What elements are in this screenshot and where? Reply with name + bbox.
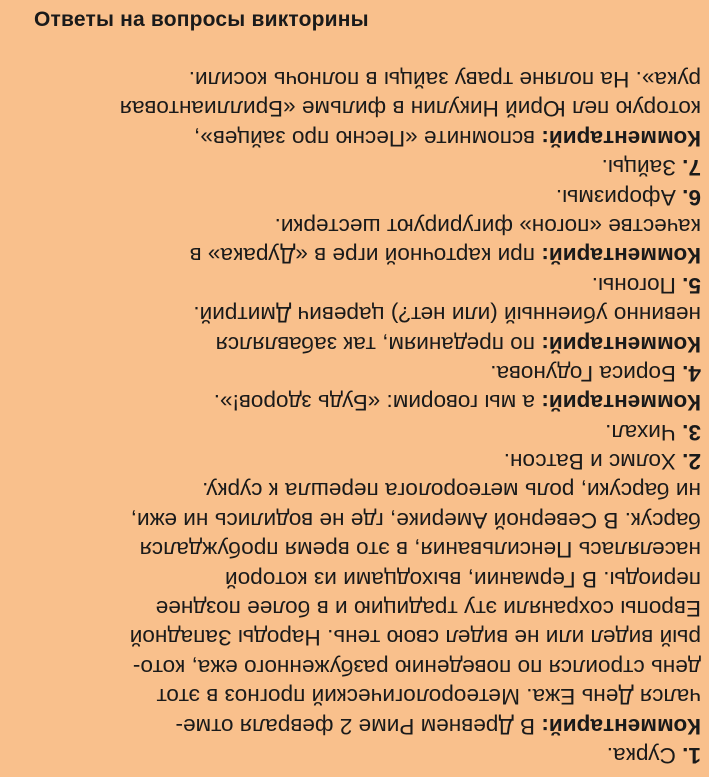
- comment-line: рука». На поляне траву зайцы в полночь косили.: [188, 67, 701, 93]
- answer-text: Афоризмы.: [555, 184, 676, 210]
- comment-line: Комментарий: при карточной игре в «Дурака» в: [189, 243, 701, 269]
- answer-item: 6. Афоризмы.: [555, 184, 701, 210]
- answer-text: Чихал.: [605, 419, 676, 445]
- comment-label: Комментарий:: [541, 331, 701, 357]
- comment-line: ни барсуки, роль метеоролога перешла к сурку.: [202, 478, 701, 504]
- answer-text: Холмс и Ватсон.: [503, 449, 676, 475]
- comment-line: населялась Пенсильвания, в это время пробуждался: [139, 537, 701, 563]
- comment-label: Комментарий:: [541, 125, 701, 151]
- answer-item: 3. Чихал.: [605, 419, 701, 445]
- comment-line: Комментарий: вспомните «Песню про зайцев»,: [193, 125, 701, 151]
- page-title: Ответы на вопросы викторины: [34, 8, 369, 31]
- answer-item: 4. Бориса Годунова.: [490, 360, 701, 386]
- comment-line: качестве «погон» фигурируют шестерки.: [274, 213, 701, 239]
- answers-list: [11, 65, 701, 770]
- answer-text: Бориса Годунова.: [490, 360, 676, 386]
- comment-label: Комментарий:: [541, 713, 701, 739]
- answer-text: Сурка.: [606, 743, 676, 768]
- answer-text: Погоны.: [591, 272, 676, 298]
- answer-item: 2. Холмс и Ватсон.: [503, 449, 701, 475]
- comment-line: Комментарий: по преданиям, так забавлялся: [215, 331, 701, 357]
- comment-line: рый видел или не видел свою тень. Народы Западной: [129, 625, 701, 651]
- answer-item: 1. Сурка.: [606, 743, 701, 768]
- comment-line: день строился по поведению разбуженного ежа, кото-: [132, 654, 701, 680]
- comment-line: барсук. В Северной Америке, где не водились ни ежи,: [130, 507, 701, 533]
- comment-line: невинно убиенный (или нет?) царевич Дмитрий.: [193, 302, 701, 328]
- answer-item: 5. Погоны.: [591, 272, 701, 298]
- answer-item: 7. Зайцы.: [601, 155, 701, 181]
- comment-line: которую пел Юрий Никулин в фильме «Бриллиантовая: [119, 96, 701, 122]
- comment-label: Комментарий:: [541, 390, 701, 416]
- comment-line: Комментарий: В Древнем Риме 2 февраля отме-: [175, 713, 701, 739]
- comment-line: чался День Ежа. Метеорологический прогноз в этот: [156, 684, 701, 710]
- comment-line: Комментарий: а мы говорим: «Будь здоров!».: [213, 390, 701, 416]
- comment-line: периоды. В Германии, выходцами из которой: [225, 566, 701, 592]
- comment-label: Комментарий:: [541, 243, 701, 269]
- comment-line: Европы сохраняли эту традицию и в более позднее: [155, 596, 701, 622]
- answer-text: Зайцы.: [601, 155, 676, 181]
